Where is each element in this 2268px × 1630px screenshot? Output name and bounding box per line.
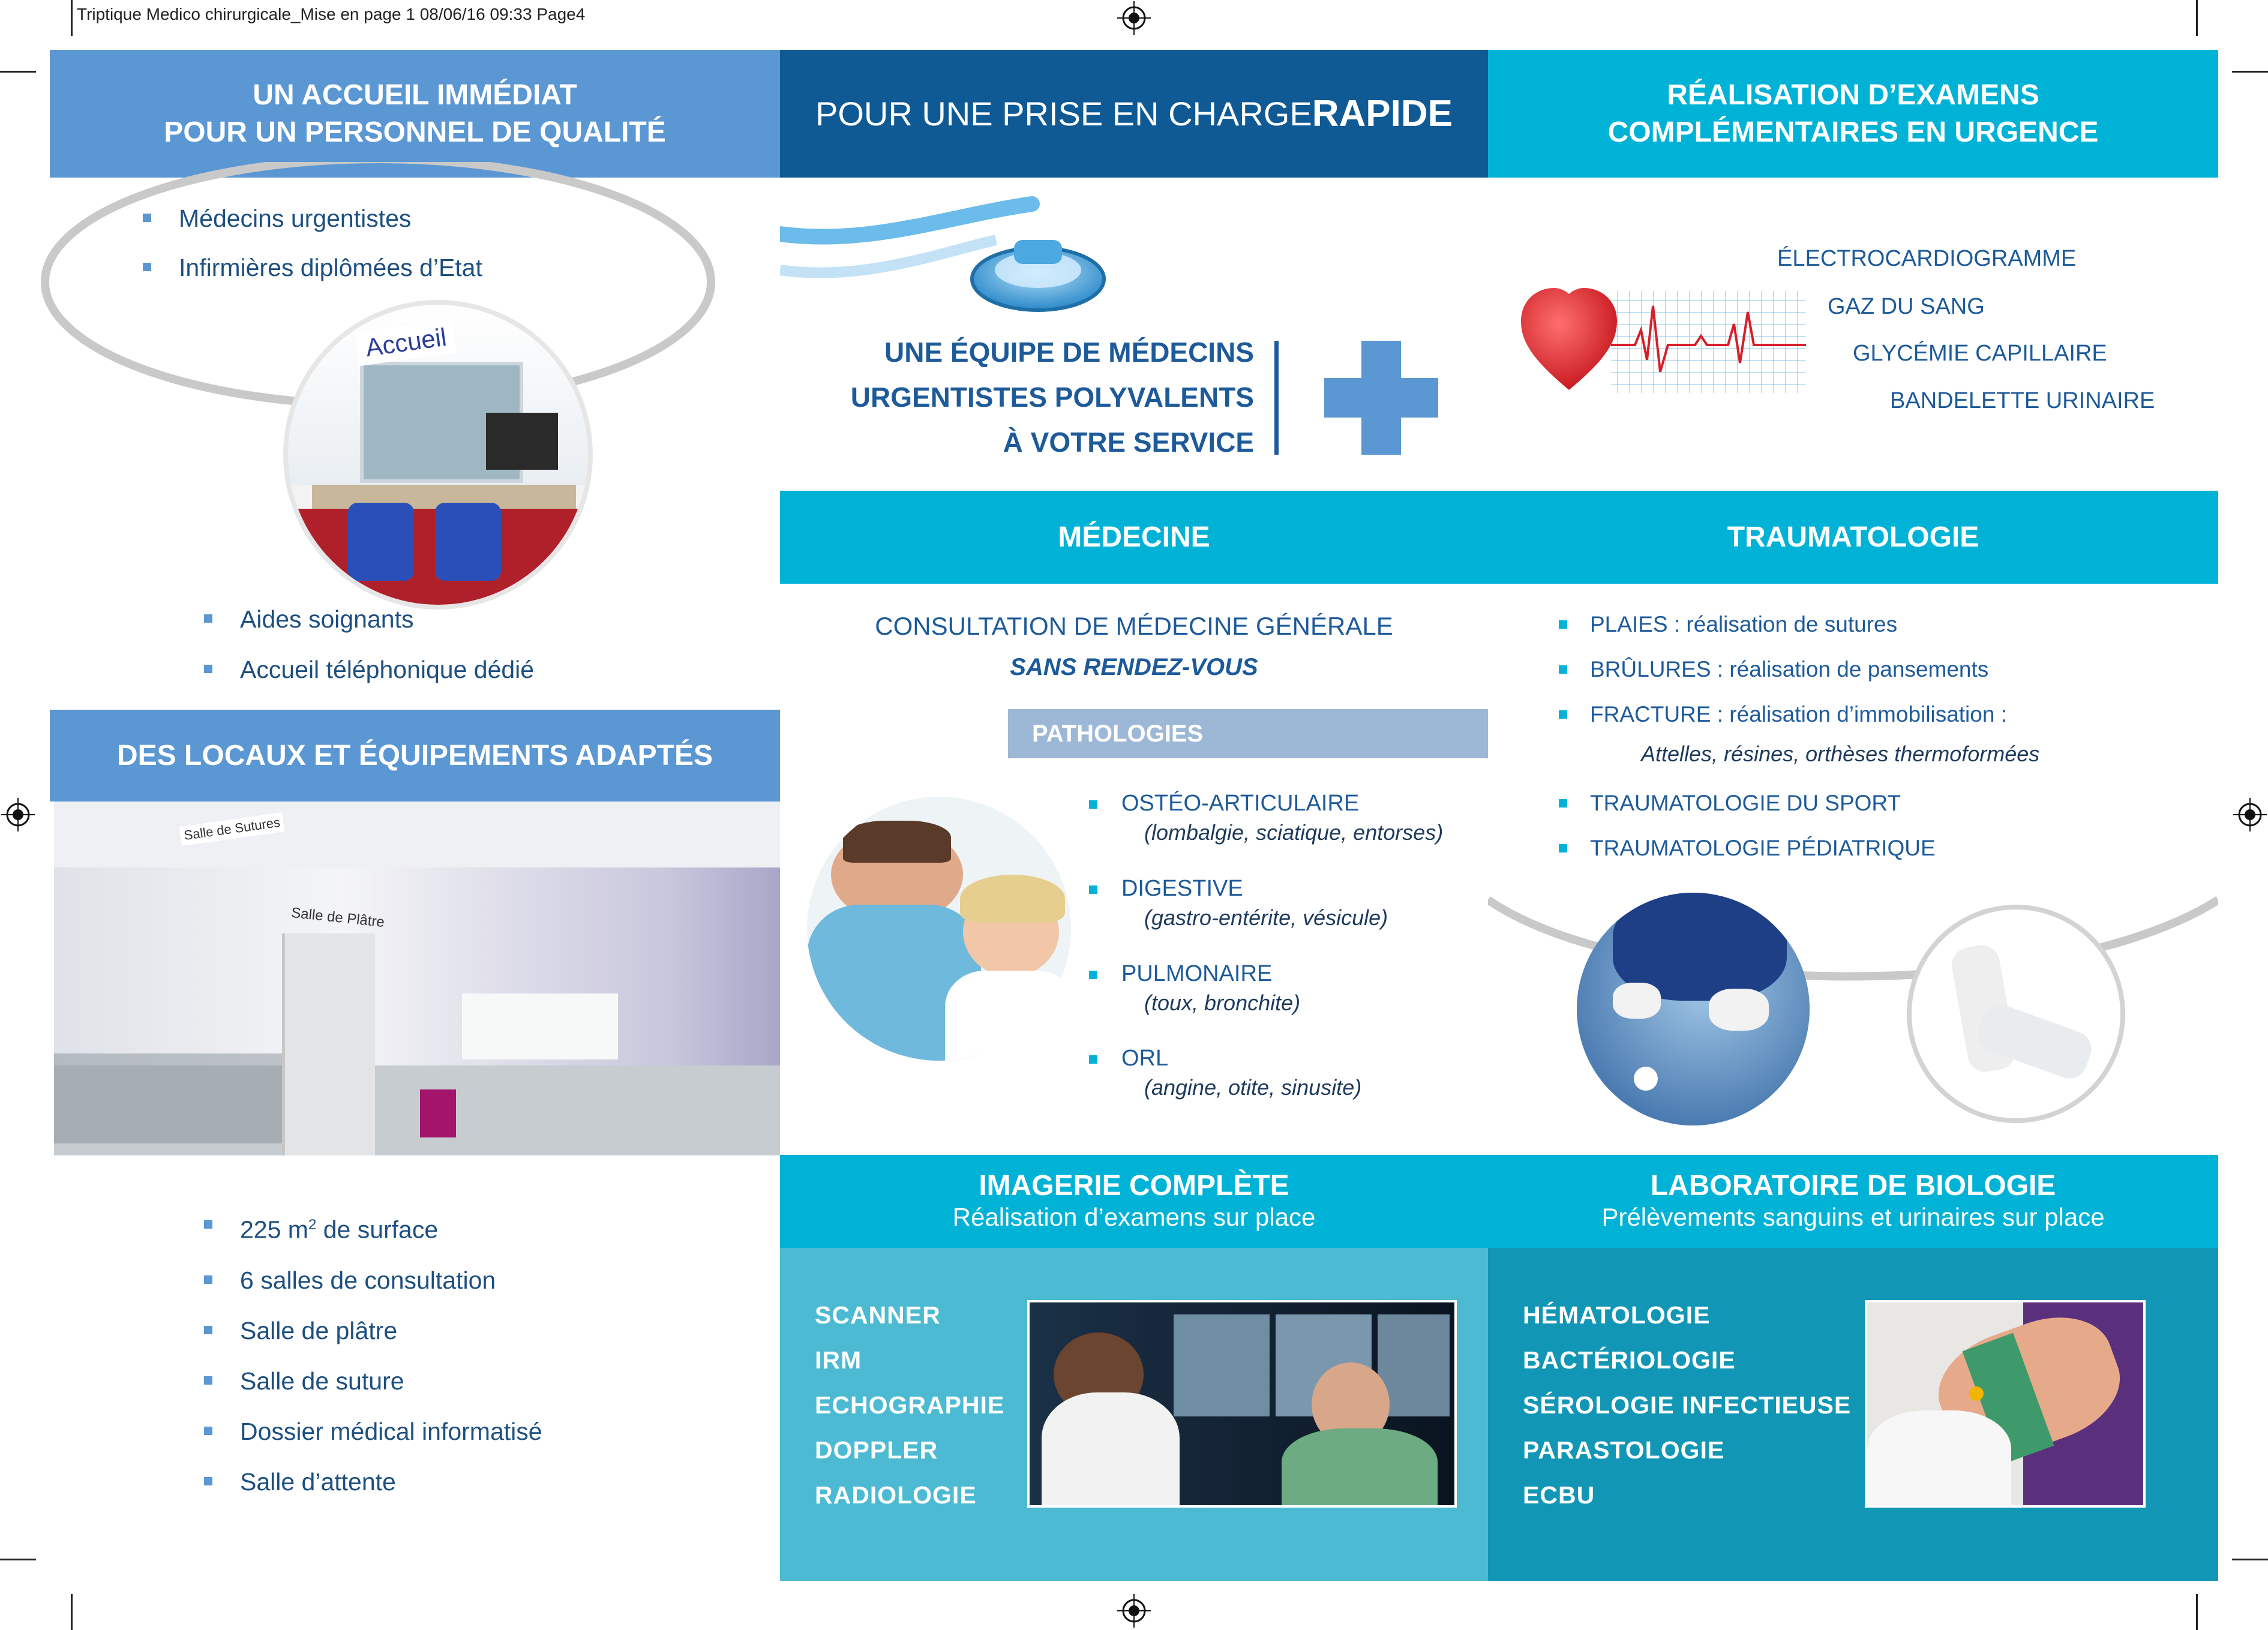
- list-item: DIGESTIVE (gastro-entérite, vésicule): [1089, 876, 1388, 930]
- exam-item: GLYCÉMIE CAPILLAIRE: [1853, 341, 2107, 366]
- list-item: SCANNER: [815, 1301, 941, 1329]
- crop-mark: [71, 1594, 73, 1630]
- crop-mark: [0, 1559, 36, 1560]
- exam-item: BANDELETTE URINAIRE: [1890, 388, 2155, 413]
- list-item: Infirmières diplômées d’Etat: [143, 253, 482, 282]
- list-item: Aides soignants: [204, 605, 534, 634]
- heart-ecg-icon: [1521, 288, 1809, 396]
- staff-list-bottom: [204, 605, 534, 684]
- list-item: PLAIES : réalisation de sutures: [1559, 612, 1897, 637]
- accueil-header-line2: POUR UN PERSONNEL DE QUALITÉ: [164, 116, 666, 148]
- traumatologie-header: TRAUMATOLOGIE: [1488, 491, 2218, 584]
- crop-mark: [71, 0, 73, 36]
- exam-item: ÉLECTROCARDIOGRAMME: [1777, 246, 2077, 271]
- registration-mark-icon: [2233, 798, 2267, 831]
- list-item: FRACTURE : réalisation d’immobilisation :: [1559, 702, 2007, 727]
- accueil-photo: [283, 300, 593, 610]
- crop-mark: [0, 71, 36, 73]
- registration-mark-icon: [1, 798, 35, 831]
- crop-mark: [2232, 1559, 2268, 1560]
- crop-mark: [2196, 0, 2198, 36]
- list-item: IRM: [815, 1346, 862, 1374]
- list-item: ECHOGRAPHIE: [815, 1391, 1005, 1419]
- imaging-photo: [1027, 1300, 1457, 1508]
- labo-list: [1523, 1293, 1851, 1518]
- medical-cross-icon: [1324, 341, 1438, 455]
- list-item: Dossier médical informatisé: [204, 1417, 542, 1446]
- accueil-sign: Accueil: [355, 319, 457, 366]
- list-item: Salle de suture: [204, 1367, 542, 1395]
- medecine-header: MÉDECINE: [780, 491, 1488, 584]
- list-item: Salle de plâtre: [204, 1316, 542, 1345]
- registration-mark-icon: [1117, 1594, 1151, 1628]
- tagline-divider: [1274, 341, 1279, 455]
- labo-header: LABORATOIRE DE BIOLOGIE Prélèvements sanguins et urinaires sur place: [1488, 1155, 2218, 1248]
- list-item: RADIOLOGIE: [815, 1481, 977, 1509]
- corridor-sign-sutures: Salle de Sutures: [179, 812, 285, 846]
- list-item: 225 $m^2$ de surface: [204, 1211, 542, 1244]
- list-item: 6 salles de consultation: [204, 1266, 542, 1295]
- corridor-sign-platre: Salle de Plâtre: [290, 904, 386, 931]
- crop-mark: [2196, 1594, 2198, 1630]
- list-item: TRAUMATOLOGIE PÉDIATRIQUE: [1559, 836, 1936, 861]
- print-slug: Triptique Medico chirurgicale_Mise en page 1 08/06/16 09:33 Page4: [77, 5, 586, 23]
- imagerie-list: [815, 1293, 1004, 1518]
- list-item: ECBU: [1523, 1481, 1595, 1509]
- list-item: Accueil téléphonique dédié: [204, 655, 534, 684]
- locaux-header: DES LOCAUX ET ÉQUIPEMENTS ADAPTÉS: [50, 710, 780, 802]
- pathologies-list: [1089, 791, 1485, 1127]
- consultation-title: CONSULTATION DE MÉDECINE GÉNÉRALE: [875, 612, 1393, 640]
- registration-mark-icon: [1117, 1, 1151, 35]
- plaster-cast-photo: [1907, 905, 2125, 1123]
- fracture-detail: Attelles, résines, orthèses thermoformées: [1641, 742, 2040, 766]
- stethoscope-icon: [780, 180, 1200, 336]
- list-item: SÉROLOGIE INFECTIEUSE: [1523, 1391, 1852, 1419]
- list-item: Médecins urgentistes: [143, 204, 482, 233]
- examens-header: RÉALISATION D’EXAMENS COMPLÉMENTAIRES EN URGENCE: [1488, 50, 2218, 178]
- crop-mark: [2232, 71, 2268, 73]
- sans-rdv: SANS RENDEZ-VOUS: [1010, 654, 1258, 680]
- team-tagline: UNE ÉQUIPE DE MÉDECINS URGENTISTES POLYVALENTS À VOTRE SERVICE: [850, 337, 1254, 458]
- equipment-list: [204, 1211, 542, 1496]
- doctors-photo: [807, 797, 1071, 1061]
- accueil-header: [50, 50, 780, 178]
- staff-list-top: [143, 204, 482, 282]
- imagerie-header: IMAGERIE COMPLÈTE Réalisation d’examens sur place: [780, 1155, 1488, 1248]
- list-item: DOPPLER: [815, 1436, 938, 1464]
- list-item: TRAUMATOLOGIE DU SPORT: [1559, 791, 1901, 816]
- sutures-photo: [1577, 893, 1810, 1125]
- list-item: Salle d’attente: [204, 1467, 542, 1496]
- list-item: BACTÉRIOLOGIE: [1523, 1346, 1736, 1374]
- corridor-photo: [54, 802, 780, 1155]
- list-item: BRÛLURES : réalisation de pansements: [1559, 657, 1988, 682]
- blood-sample-photo: [1865, 1300, 2146, 1508]
- list-item: PARASTOLOGIE: [1523, 1436, 1725, 1464]
- pathologies-header: PATHOLOGIES: [1008, 709, 1488, 758]
- prise-en-charge-header: POUR UNE PRISE EN CHARGE RAPIDE: [780, 50, 1488, 178]
- list-item: HÉMATOLOGIE: [1523, 1301, 1711, 1329]
- exam-item: GAZ DU SANG: [1828, 294, 1985, 319]
- list-item: OSTÉO-ARTICULAIRE (lombalgie, sciatique, entorses): [1089, 791, 1443, 845]
- accueil-header-line1: UN ACCUEIL IMMÉDIAT: [253, 79, 577, 111]
- list-item: ORL (angine, otite, sinusite): [1089, 1046, 1361, 1100]
- list-item: PULMONAIRE (toux, bronchite): [1089, 961, 1300, 1016]
